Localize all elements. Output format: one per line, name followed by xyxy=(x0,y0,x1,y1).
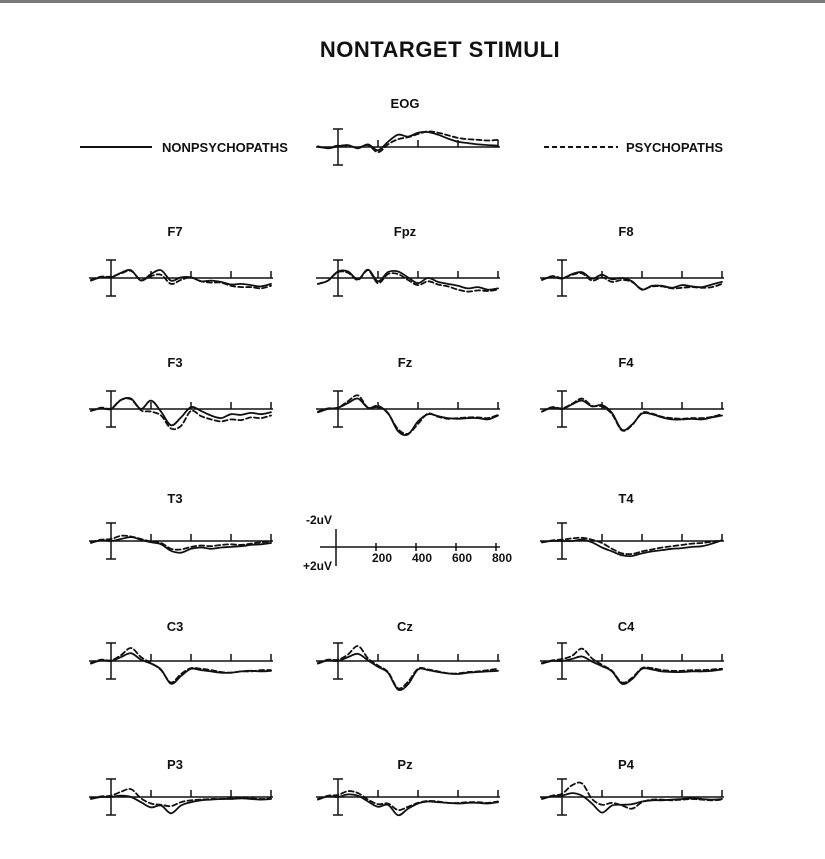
channel-label: Fpz xyxy=(393,224,417,239)
channel-label: C3 xyxy=(166,619,184,634)
series-line-nonpsychopaths xyxy=(542,793,722,813)
panel-f4 xyxy=(540,355,724,431)
channel-label: EOG xyxy=(390,96,420,111)
series-line-psychopaths xyxy=(91,536,271,550)
panel-f8 xyxy=(540,224,724,296)
channel-label: P3 xyxy=(167,757,183,772)
channel-label: F8 xyxy=(618,224,634,239)
panel-p3 xyxy=(89,757,273,815)
scale-bar-tick-label: 400 xyxy=(411,551,433,565)
series-line-nonpsychopaths xyxy=(91,398,271,426)
panel-pz xyxy=(316,757,500,815)
figure-title: NONTARGET STIMULI xyxy=(319,37,561,62)
legend-solid-label: NONPSYCHOPATHS xyxy=(162,140,288,155)
channel-label: T4 xyxy=(618,491,634,506)
panel-p4 xyxy=(540,757,724,815)
scale-bar-bottom-label: +2uV xyxy=(302,559,332,573)
channel-label: F3 xyxy=(167,355,183,370)
scale-bar-tick-label: 200 xyxy=(371,551,393,565)
scale-bar-top-label: -2uV xyxy=(305,513,332,527)
channel-label: T3 xyxy=(167,491,183,506)
panel-c3 xyxy=(89,619,273,684)
panel-fpz xyxy=(316,224,500,296)
channel-label: C4 xyxy=(617,619,635,634)
series-line-psychopaths xyxy=(542,273,722,289)
series-line-psychopaths xyxy=(318,646,498,689)
series-line-psychopaths xyxy=(318,395,498,434)
panel-f7 xyxy=(89,224,273,296)
channel-label: Pz xyxy=(397,757,413,772)
channel-label: Cz xyxy=(397,619,413,634)
series-line-psychopaths xyxy=(542,399,722,431)
panel-c4 xyxy=(540,619,724,684)
series-line-psychopaths xyxy=(318,131,498,152)
channel-label: P4 xyxy=(618,757,634,772)
scale-bar xyxy=(303,513,512,573)
scale-bar-tick-label: 600 xyxy=(451,551,473,565)
panel-f3 xyxy=(89,355,273,429)
series-line-psychopaths xyxy=(91,648,271,683)
panel-t4 xyxy=(540,491,724,559)
channel-label: Fz xyxy=(397,355,413,370)
legend-dashed-label: PSYCHOPATHS xyxy=(626,140,724,155)
channel-label: F7 xyxy=(167,224,183,239)
panel-eog xyxy=(316,96,500,165)
scale-bar-tick-label: 800 xyxy=(491,551,513,565)
panel-t3 xyxy=(89,491,273,559)
panel-fz xyxy=(316,355,500,435)
channel-label: F4 xyxy=(618,355,634,370)
series-line-psychopaths xyxy=(542,649,722,683)
series-line-psychopaths xyxy=(318,791,498,810)
panel-cz xyxy=(316,619,500,690)
